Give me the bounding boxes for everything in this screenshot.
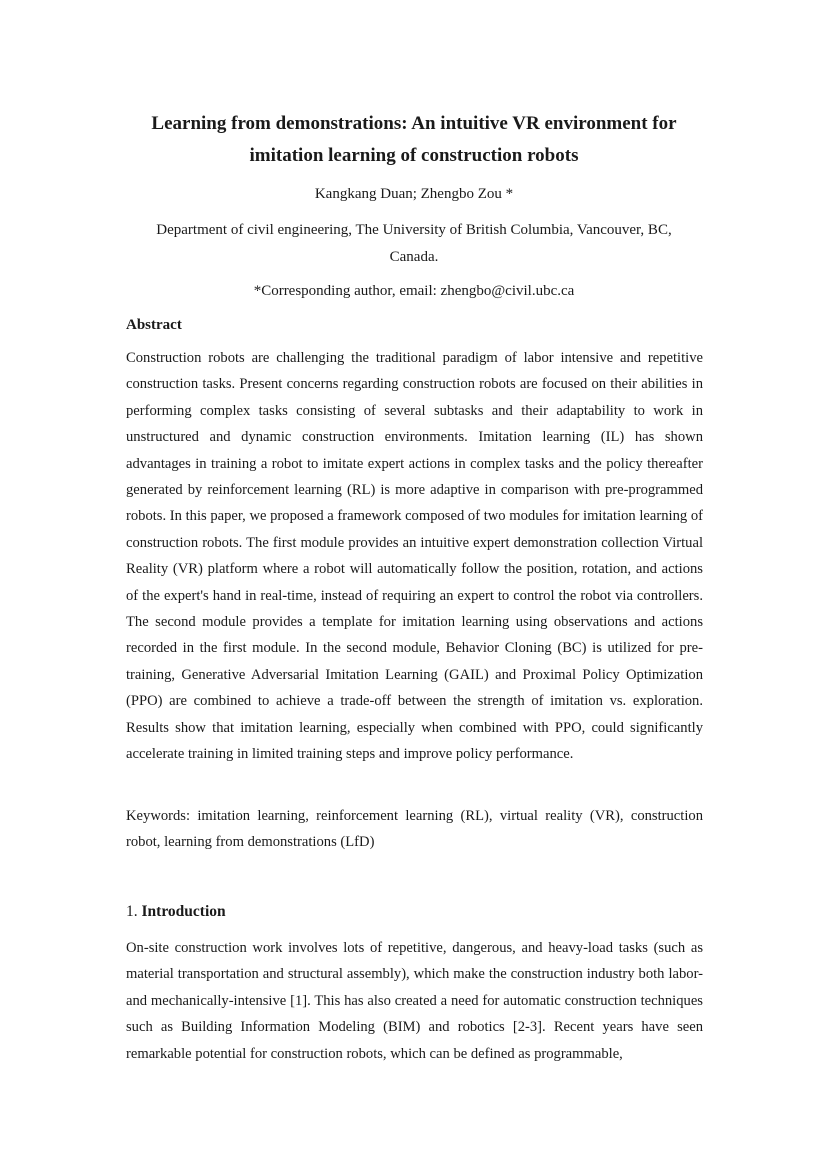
affiliation bbox=[130, 217, 698, 271]
section-number: 1. bbox=[126, 903, 138, 920]
affiliation-line-1: Department of civil engineering, The University of British Columbia, Vancouver, BC, bbox=[156, 222, 672, 238]
paper-title-line-2: imitation learning of construction robots bbox=[249, 145, 579, 166]
section-title: Introduction bbox=[141, 903, 226, 920]
author-list: Kangkang Duan; Zhengbo Zou * bbox=[314, 186, 514, 202]
abstract-body: Construction robots are challenging the traditional paradigm of labor intensive and repetitive construction tasks. Present concerns regarding construction robots are focused on their abilities in performing complex tasks consisting of several subtasks and their adaptability to work in unstructured and dynamic construction environments. Imitation learning (IL) has shown advantages in training a robot to imitate expert actions in complex tasks and the policy thereafter generated by reinforcement learning (RL) is more adaptive in comparison with pre-programmed robots. In this paper, we proposed a framework composed of two modules for imitation learning of construction robots. The first module provides an intuitive expert demonstration collection Virtual Reality (VR) platform where a robot will automatically follow the position, rotation, and actions of the expert's hand in real-time, instead of requiring an expert to control the robot via controllers. The second module provides a template for imitation learning using observations and actions recorded in the first module. In the second module, Behavior Cloning (BC) is utilized for pre-training, Generative Adversarial Imitation Learning (GAIL) and Proximal Policy Optimization (PPO) are combined to achieve a trade-off between the strength of imitation vs. exploration. Results show that imitation learning, especially when combined with PPO, could significantly accelerate training in limited training steps and improve policy performance. bbox=[126, 350, 703, 763]
paper-title bbox=[100, 108, 728, 172]
affiliation-line-2: Canada. bbox=[389, 249, 439, 265]
introduction-body: On-site construction work involves lots of repetitive, dangerous, and heavy-load tasks (such as material transportation and structural assembly), which make the construction industry both labor- and mechanically-intensive [1]. This has also created a need for automatic construction techniques such as Building Information Modeling (BIM) and robotics [2-3]. Recent years have seen remarkable potential for construction robots, which can be defined as programmable, bbox=[126, 940, 703, 1062]
paper-title-line-1: Learning from demonstrations: An intuitive VR environment for bbox=[151, 113, 677, 134]
keywords: Keywords: imitation learning, reinforcement learning (RL), virtual reality (VR), construction robot, learning from demonstrations (LfD) bbox=[126, 808, 703, 851]
corresponding-author: *Corresponding author, email: zhengbo@civil.ubc.ca bbox=[253, 283, 575, 299]
section-heading-introduction bbox=[126, 902, 226, 922]
abstract-heading: Abstract bbox=[126, 317, 182, 333]
